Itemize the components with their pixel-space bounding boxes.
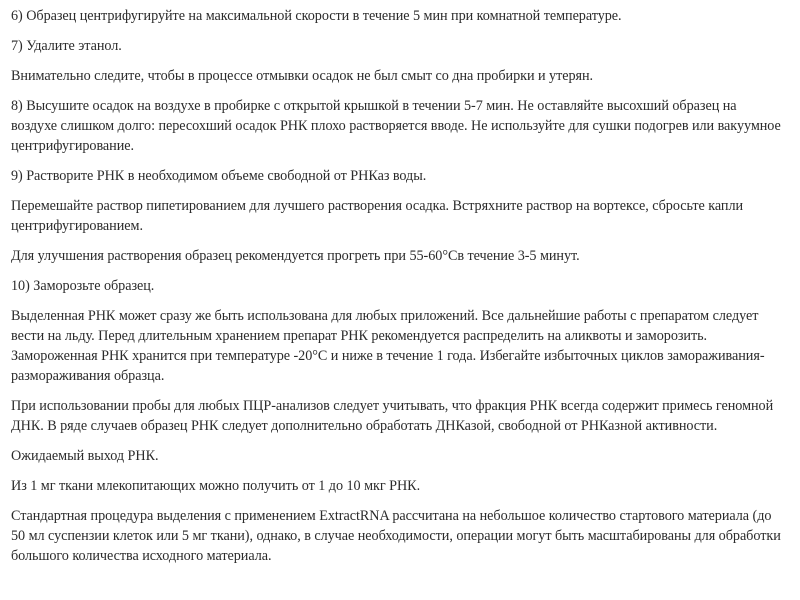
note-mixing: Перемешайте раствор пипетированием для лучшего растворения осадка. Встряхните раствор на вортексе, сбросьте капли центрифугированием. [11, 198, 744, 234]
step-6-centrifuge: 6) Образец центрифугируйте на максимальной скорости в течение 5 мин при комнатной температуре. [11, 8, 622, 24]
expected-yield-value: Из 1 мг ткани млекопитающих можно получить от 1 до 10 мкг РНК. [11, 478, 421, 494]
note-storage: Выделенная РНК может сразу же быть использована для любых приложений. Все дальнейшие работы с препаратом следует вести на льду. Перед длительным хранением препарат РНК рекомендуется распределить на аликвоты и заморозить. Замороженная РНК хранится при температуре -20°С и ниже в течение 1 года. Избегайте избыточных циклов замораживания-размораживания образца. [11, 308, 765, 384]
step-10-freeze: 10) Заморозьте образец. [11, 278, 155, 294]
note-pcr: При использовании пробы для любых ПЦР-анализов следует учитывать, что фракция РНК всегда содержит примесь геномной ДНК. В ряде случаев образец РНК следует дополнительно обработать ДНКазой, свободной от РНКазной активности. [11, 398, 774, 434]
note-scaling: Стандартная процедура выделения с применением ExtractRNA рассчитана на небольшое количество стартового материала (до 50 мл суспензии клеток или 5 мг ткани), однако, в случае необходимости, операции могут быть масштабированы для обработки большого количества исходного материала. [11, 508, 781, 564]
note-wash-caution: Внимательно следите, чтобы в процессе отмывки осадок не был смыт со дна пробирки и утерян. [11, 68, 594, 84]
step-7-remove-ethanol: 7) Удалите этанол. [11, 38, 122, 54]
document-body [11, 6, 786, 576]
expected-yield-heading: Ожидаемый выход РНК. [11, 448, 159, 464]
step-8-dry-pellet: 8) Высушите осадок на воздухе в пробирке с открытой крышкой в течении 5-7 мин. Не оставляйте высохший образец на воздухе слишком долго: пересохший осадок РНК плохо растворяется вводе. Не используйте для сушки подогрев или вакуумное центрифугирование. [11, 98, 781, 154]
step-9-dissolve: 9) Растворите РНК в необходимом объеме свободной от РНКаз воды. [11, 168, 427, 184]
note-heating: Для улучшения растворения образец рекомендуется прогреть при 55-60°Св течение 3-5 минут. [11, 248, 580, 264]
